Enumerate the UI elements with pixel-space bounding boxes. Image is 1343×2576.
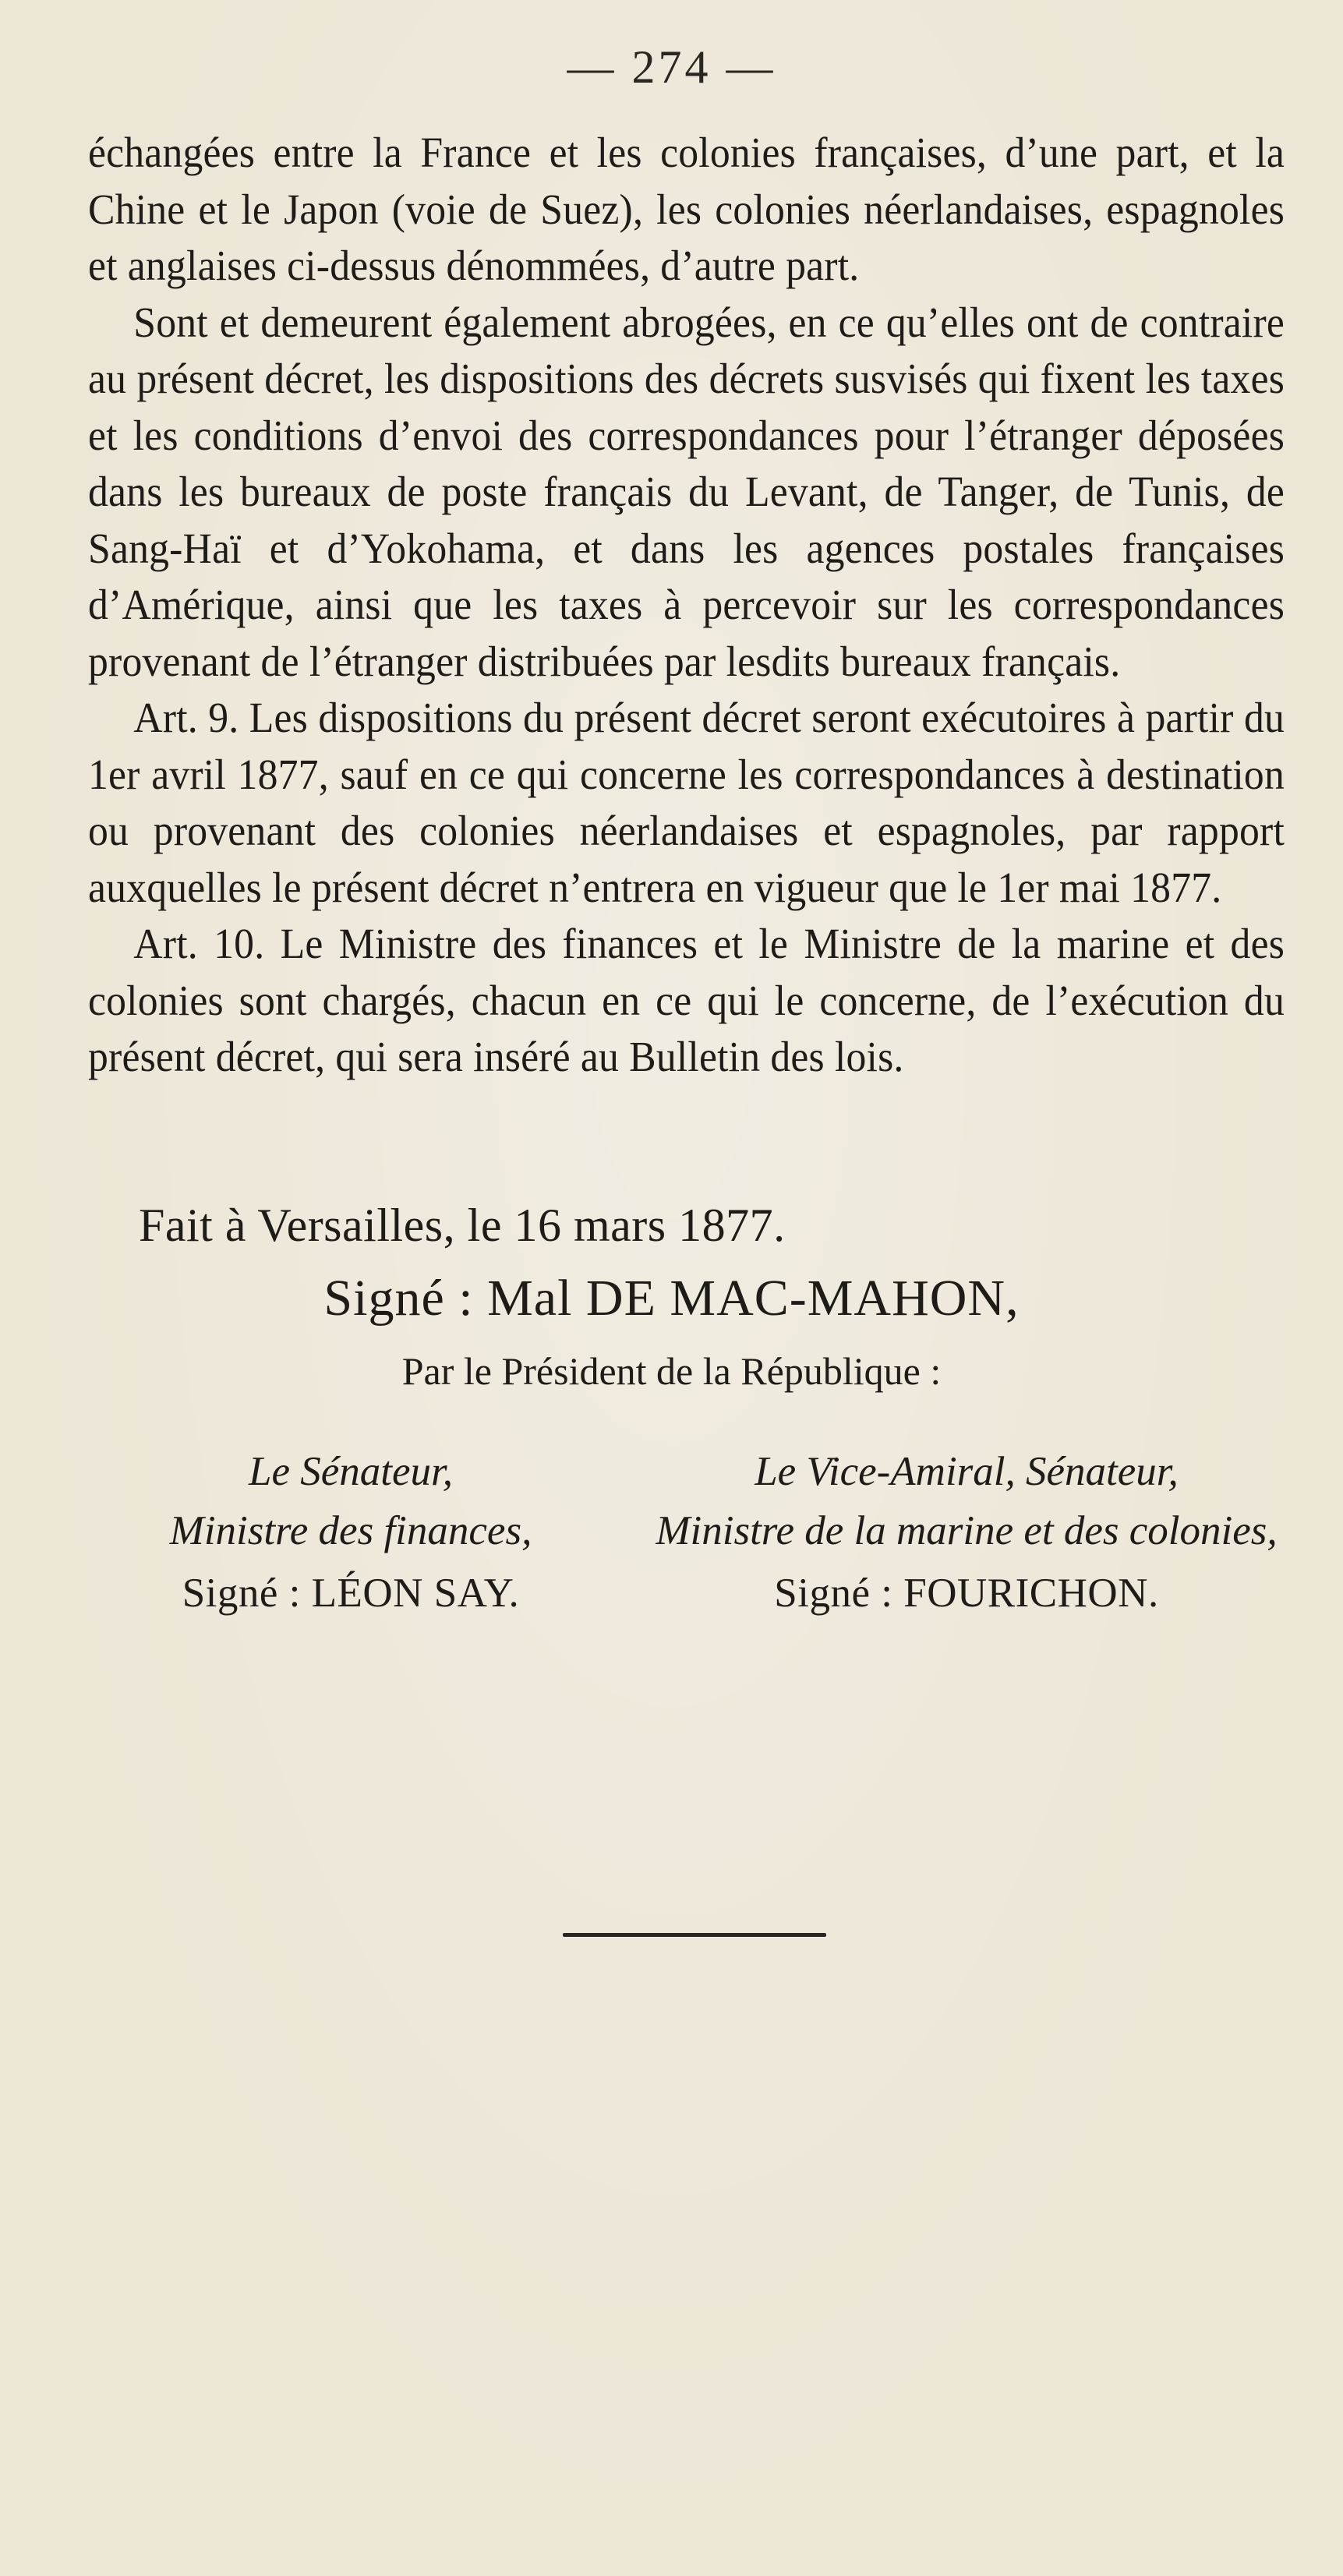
paragraph-continuation: échangées entre la France et les colonies françaises, d’une part, et la Chine et le Japon (voie de Suez), les colonies néerlandaises, espagnoles et anglaises ci-dessus dénommées, d’autre part. — [88, 129, 1285, 289]
left-signatory-role: Ministre des finances, — [169, 1508, 532, 1553]
right-signatory — [647, 1442, 1286, 1623]
left-signatory — [148, 1442, 553, 1623]
right-signatory-role: Ministre de la marine et des colonies, — [656, 1508, 1278, 1553]
paragraph-abrogation: Sont et demeurent également abrogées, en ce qu’elles ont de contraire au présent décret, les dispositions des décrets susvisés qui fixent les taxes et les conditions d’envoi des correspondances pour l’étranger déposées dans les bureaux de poste français du Levant, de Tanger, de Tunis, de Sang-Haï et d’Yokohama, et dans les agences postales françaises d’Amérique, ainsi que les taxes à percevoir sur les correspondances provenant de l’étranger distribuées par lesdits bureaux français. — [88, 298, 1285, 685]
left-signatory-signature: Signé : LÉON SAY. — [182, 1571, 520, 1616]
end-rule — [563, 1933, 826, 1937]
right-signatory-signature: Signé : FOURICHON. — [774, 1571, 1159, 1616]
article-10: Art. 10. Le Ministre des finances et le Ministre de la marine et des colonies sont chargés, chacun en ce qui le concerne, de l’exécution du présent décret, qui sera inséré au Bulletin des lois. — [88, 920, 1285, 1080]
right-signatory-title: Le Vice-Amiral, Sénateur, — [755, 1449, 1179, 1494]
closing-line: Fait à Versailles, le 16 mars 1877. — [139, 1200, 786, 1251]
article-9: Art. 9. Les dispositions du présent décret seront exécutoires à partir du 1er avril 1877, sauf en ce qui concerne les correspondances à destination ou provenant des colonies néerlandaises et espagnoles, par rapport auxquelles le présent décret n’entrera en vigueur que le 1er mai 1877. — [88, 694, 1285, 911]
main-signature: Signé : Mal DE MAC-MAHON, — [323, 1270, 1020, 1327]
page-number: — 274 — — [567, 41, 776, 93]
body-text — [88, 125, 1285, 1086]
president-line: Par le Président de la République : — [401, 1349, 942, 1393]
left-signatory-title: Le Sénateur, — [248, 1449, 454, 1494]
